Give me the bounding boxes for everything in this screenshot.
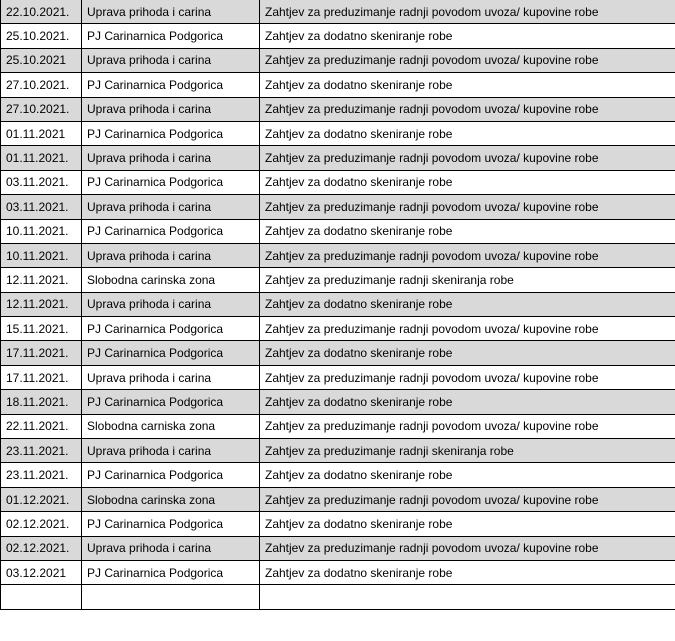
- organization-cell: Slobodna carinska zona: [82, 268, 260, 292]
- date-cell: 02.12.2021.: [1, 536, 82, 560]
- request-description-cell: Zahtjev za preduzimanje radnji povodom uvoza/ kupovine robe: [260, 536, 675, 560]
- request-description-cell: Zahtjev za dodatno skeniranje robe: [260, 24, 675, 48]
- organization-cell: Uprava prihoda i carina: [82, 439, 260, 463]
- request-description-cell: Zahtjev za preduzimanje radnji povodom uvoza/ kupovine robe: [260, 195, 675, 219]
- requests-table-body: [1, 0, 675, 609]
- organization-cell: Uprava prihoda i carina: [82, 195, 260, 219]
- request-description-cell: Zahtjev za preduzimanje radnji povodom uvoza/ kupovine robe: [260, 97, 675, 121]
- date-cell: [1, 585, 82, 609]
- table-row: [1, 268, 675, 292]
- organization-cell: Uprava prihoda i carina: [82, 243, 260, 267]
- request-description-cell: Zahtjev za dodatno skeniranje robe: [260, 292, 675, 316]
- organization-cell: PJ Carinarnica Podgorica: [82, 317, 260, 341]
- request-description-cell: Zahtjev za preduzimanje radnji povodom uvoza/ kupovine robe: [260, 146, 675, 170]
- date-cell: 03.11.2021.: [1, 170, 82, 194]
- table-row: [1, 487, 675, 511]
- date-cell: 12.11.2021.: [1, 268, 82, 292]
- date-cell: 10.11.2021.: [1, 219, 82, 243]
- organization-cell: PJ Carinarnica Podgorica: [82, 463, 260, 487]
- table-row: [1, 146, 675, 170]
- table-row: [1, 317, 675, 341]
- request-description-cell: Zahtjev za dodatno skeniranje robe: [260, 170, 675, 194]
- organization-cell: Uprava prihoda i carina: [82, 146, 260, 170]
- request-description-cell: Zahtjev za preduzimanje radnji povodom uvoza/ kupovine robe: [260, 414, 675, 438]
- organization-cell: Uprava prihoda i carina: [82, 536, 260, 560]
- request-description-cell: Zahtjev za dodatno skeniranje robe: [260, 512, 675, 536]
- date-cell: 17.11.2021.: [1, 365, 82, 389]
- request-description-cell: Zahtjev za preduzimanje radnji povodom uvoza/ kupovine robe: [260, 0, 675, 24]
- organization-cell: PJ Carinarnica Podgorica: [82, 512, 260, 536]
- organization-cell: PJ Carinarnica Podgorica: [82, 121, 260, 145]
- table-row: [1, 512, 675, 536]
- organization-cell: PJ Carinarnica Podgorica: [82, 390, 260, 414]
- table-row: [1, 0, 675, 24]
- organization-cell: PJ Carinarnica Podgorica: [82, 560, 260, 584]
- organization-cell: PJ Carinarnica Podgorica: [82, 219, 260, 243]
- date-cell: 12.11.2021.: [1, 292, 82, 316]
- request-description-cell: Zahtjev za preduzimanje radnji skeniranja robe: [260, 439, 675, 463]
- table-row: [1, 121, 675, 145]
- table-row: [1, 439, 675, 463]
- date-cell: 15.11.2021.: [1, 317, 82, 341]
- date-cell: 23.11.2021.: [1, 463, 82, 487]
- table-row: [1, 219, 675, 243]
- organization-cell: Uprava prihoda i carina: [82, 97, 260, 121]
- table-row: [1, 170, 675, 194]
- table-row: [1, 536, 675, 560]
- date-cell: 01.11.2021: [1, 121, 82, 145]
- date-cell: 03.11.2021.: [1, 195, 82, 219]
- request-description-cell: Zahtjev za preduzimanje radnji povodom uvoza/ kupovine robe: [260, 317, 675, 341]
- request-description-cell: Zahtjev za preduzimanje radnji povodom uvoza/ kupovine robe: [260, 365, 675, 389]
- organization-cell: Uprava prihoda i carina: [82, 48, 260, 72]
- date-cell: 25.10.2021.: [1, 24, 82, 48]
- date-cell: 22.10.2021.: [1, 0, 82, 24]
- organization-cell: PJ Carinarnica Podgorica: [82, 73, 260, 97]
- organization-cell: PJ Carinarnica Podgorica: [82, 24, 260, 48]
- table-row: [1, 48, 675, 72]
- request-description-cell: [260, 585, 675, 609]
- request-description-cell: Zahtjev za preduzimanje radnji skeniranja robe: [260, 268, 675, 292]
- table-row: [1, 463, 675, 487]
- organization-cell: Uprava prihoda i carina: [82, 292, 260, 316]
- request-description-cell: Zahtjev za dodatno skeniranje robe: [260, 341, 675, 365]
- table-row: [1, 414, 675, 438]
- date-cell: 22.11.2021.: [1, 414, 82, 438]
- table-row: [1, 195, 675, 219]
- organization-cell: [82, 585, 260, 609]
- request-description-cell: Zahtjev za preduzimanje radnji povodom uvoza/ kupovine robe: [260, 487, 675, 511]
- date-cell: 17.11.2021.: [1, 341, 82, 365]
- date-cell: 03.12.2021: [1, 560, 82, 584]
- table-row: [1, 97, 675, 121]
- request-description-cell: Zahtjev za dodatno skeniranje robe: [260, 390, 675, 414]
- table-row: [1, 585, 675, 609]
- table-row: [1, 24, 675, 48]
- table-row: [1, 292, 675, 316]
- organization-cell: PJ Carinarnica Podgorica: [82, 170, 260, 194]
- table-row: [1, 390, 675, 414]
- request-description-cell: Zahtjev za preduzimanje radnji povodom uvoza/ kupovine robe: [260, 48, 675, 72]
- table-row: [1, 560, 675, 584]
- request-description-cell: Zahtjev za dodatno skeniranje robe: [260, 121, 675, 145]
- request-description-cell: Zahtjev za dodatno skeniranje robe: [260, 73, 675, 97]
- table-row: [1, 365, 675, 389]
- date-cell: 02.12.2021.: [1, 512, 82, 536]
- request-description-cell: Zahtjev za dodatno skeniranje robe: [260, 219, 675, 243]
- organization-cell: Uprava prihoda i carina: [82, 365, 260, 389]
- table-row: [1, 341, 675, 365]
- date-cell: 25.10.2021: [1, 48, 82, 72]
- request-description-cell: Zahtjev za dodatno skeniranje robe: [260, 463, 675, 487]
- date-cell: 23.11.2021.: [1, 439, 82, 463]
- table-row: [1, 243, 675, 267]
- table-row: [1, 73, 675, 97]
- date-cell: 01.11.2021.: [1, 146, 82, 170]
- organization-cell: PJ Carinarnica Podgorica: [82, 341, 260, 365]
- date-cell: 27.10.2021.: [1, 73, 82, 97]
- request-description-cell: Zahtjev za dodatno skeniranje robe: [260, 560, 675, 584]
- organization-cell: Uprava prihoda i carina: [82, 0, 260, 24]
- date-cell: 18.11.2021.: [1, 390, 82, 414]
- date-cell: 10.11.2021.: [1, 243, 82, 267]
- date-cell: 27.10.2021.: [1, 97, 82, 121]
- organization-cell: Slobodna carniska zona: [82, 414, 260, 438]
- request-description-cell: Zahtjev za preduzimanje radnji povodom uvoza/ kupovine robe: [260, 243, 675, 267]
- organization-cell: Slobodna carinska zona: [82, 487, 260, 511]
- date-cell: 01.12.2021.: [1, 487, 82, 511]
